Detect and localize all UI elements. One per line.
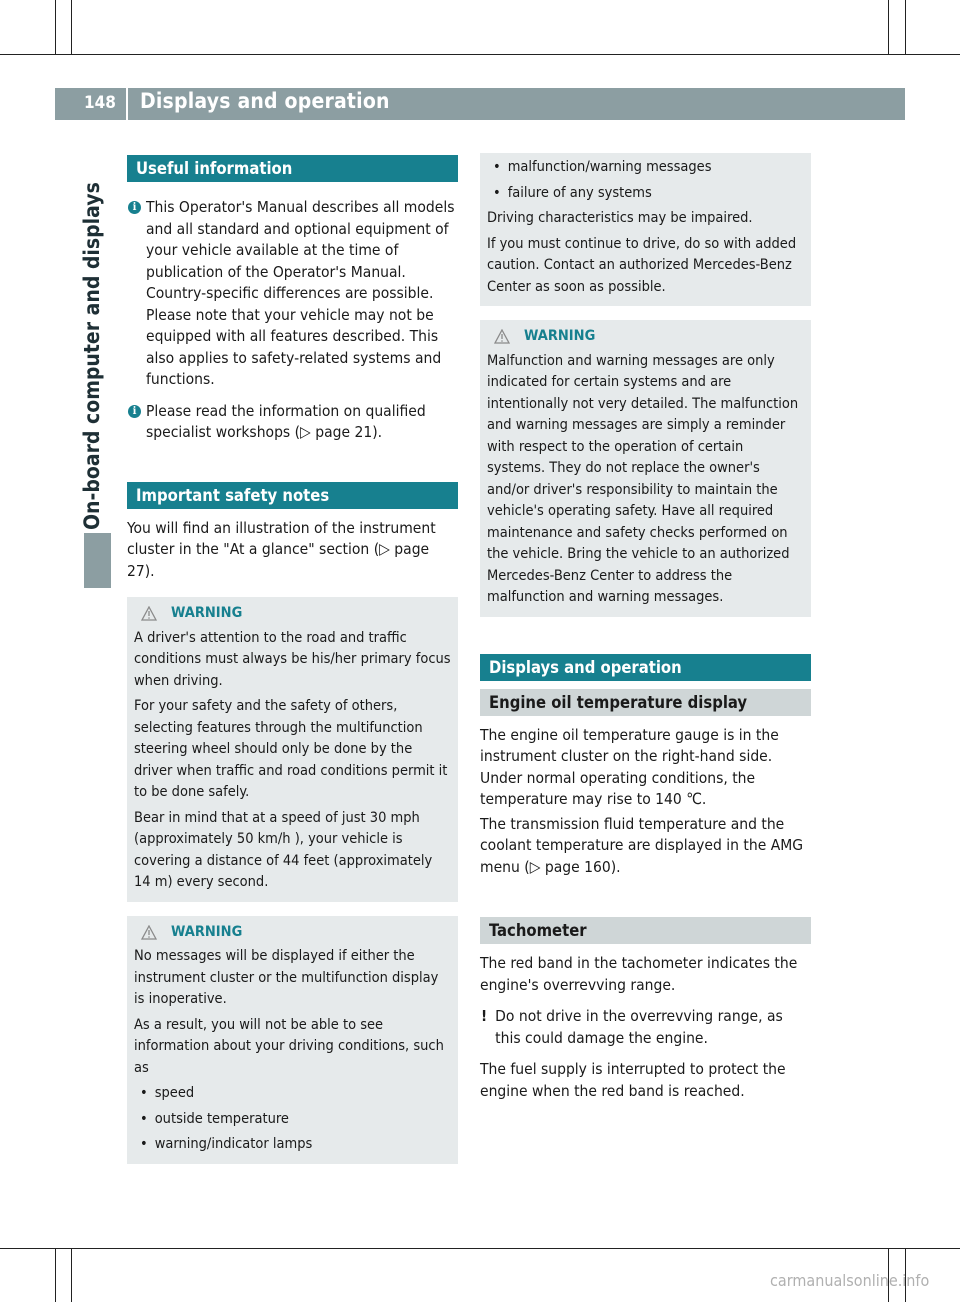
warning-header [134, 922, 452, 944]
crop-mark [0, 1248, 960, 1249]
left-column [127, 155, 458, 1164]
oil-temp-text: The transmission fluid temperature and the coolant temperature are displayed in the AMG menu (▷ page 160). [480, 814, 804, 876]
crop-mark [888, 0, 889, 54]
warning-triangle-icon [141, 925, 157, 940]
info-icon: i [128, 201, 141, 214]
crop-mark [71, 0, 72, 54]
warning-box [480, 320, 811, 617]
caution-note [480, 1006, 811, 1049]
watermark: carmanualsonline.info [770, 1271, 930, 1290]
tachometer-text: The red band in the tachometer indicates the engine's overrevving range. [480, 954, 798, 994]
warning-label: WARNING [171, 923, 243, 940]
useful-info-heading: Useful information [127, 155, 458, 182]
page-number: 148 [84, 93, 116, 113]
warning-text: If you must continue to drive, do so with added caution. Contact an authorized Mercedes-Benz Center as soon as possible. [487, 235, 797, 295]
caution-icon: ! [481, 1007, 488, 1025]
crop-mark [905, 0, 906, 54]
list-item: • speed [140, 1085, 195, 1101]
warning-box [127, 916, 458, 1164]
warning-header [134, 603, 452, 625]
chapter-tab-label: On-board computer and displays [80, 182, 104, 530]
crop-mark [55, 1248, 56, 1302]
warning-text: For your safety and the safety of others, selecting features through the multifunction steering wheel should only be done by the driver when traffic and road conditions permit it to be done safely. [134, 698, 448, 800]
warning-text: As a result, you will not be able to see information about your driving conditions, such as [134, 1016, 444, 1076]
page-title: Displays and operation [140, 89, 390, 113]
warning-text: Driving characteristics may be impaired. [487, 210, 753, 226]
crop-mark [71, 1248, 72, 1302]
safety-heading: Important safety notes [127, 482, 458, 509]
tachometer-text: The fuel supply is interrupted to protect the engine when the red band is reached. [480, 1060, 786, 1100]
oil-temp-text: The engine oil temperature gauge is in the instrument cluster on the right-hand side. Under normal operating conditions, the temperature may rise to 140 ℃. [480, 725, 779, 808]
displays-heading: Displays and operation [480, 654, 811, 681]
info-icon: i [128, 405, 141, 418]
warning-label: WARNING [524, 328, 596, 344]
oil-temp-heading: Engine oil temperature display [480, 689, 811, 716]
crop-mark [55, 0, 56, 54]
info-note-text: This Operator's Manual describes all models and all standard and optional equipment of your vehicle available at the time of publication of the Operator's Manual. Country-specific differences are possible. Please note that your vehicle may not be equipped with all features described. This also applies to safety-related systems and functions. [146, 198, 455, 388]
warning-text: Bear in mind that at a speed of just 30 mph (approximately 50 km/h ), your vehicle is covering a distance of 44 feet (approximately 14 m) every second. [134, 809, 433, 890]
list-item: • outside temperature [140, 1110, 289, 1127]
right-column [480, 153, 811, 1112]
warning-triangle-icon [494, 329, 510, 344]
header-divider [126, 88, 128, 120]
warning-box-continued [480, 153, 811, 306]
warning-box [127, 597, 458, 902]
crop-mark [0, 54, 960, 55]
warning-header [487, 326, 805, 348]
info-note [127, 197, 458, 391]
list-item: • malfunction/warning messages [493, 159, 712, 175]
warning-text: A driver's attention to the road and traffic conditions must always be his/her primary focus when driving. [134, 629, 451, 689]
info-note-text: Please read the information on qualified specialist workshops (▷ page 21). [146, 401, 426, 441]
warning-label: WARNING [171, 605, 243, 621]
caution-text: Do not drive in the overrevving range, as this could damage the engine. [495, 1007, 783, 1047]
warning-triangle-icon [141, 606, 157, 621]
list-item: • failure of any systems [493, 184, 652, 201]
info-note [127, 401, 458, 444]
tachometer-heading: Tachometer [480, 917, 811, 944]
list-item: • warning/indicator lamps [140, 1136, 313, 1152]
warning-text: No messages will be displayed if either the instrument cluster or the multifunction display is inoperative. [134, 948, 439, 1007]
safety-text: You will find an illustration of the instrument cluster in the "At a glance" section (▷ page 27). [127, 518, 436, 580]
warning-text: Malfunction and warning messages are only indicated for certain systems and are intentionally not very detailed. The malfunction and warning messages are simply a reminder with respect to the operation of certain systems. They do not replace the owner's and/or driver's responsibility to maintain the vehicle's operating safety. Have all required maintenance and safety checks performed on the vehicle. Bring the vehicle to an authorized Mercedes-Benz Center to address the malfunction and warning messages. [487, 352, 799, 605]
